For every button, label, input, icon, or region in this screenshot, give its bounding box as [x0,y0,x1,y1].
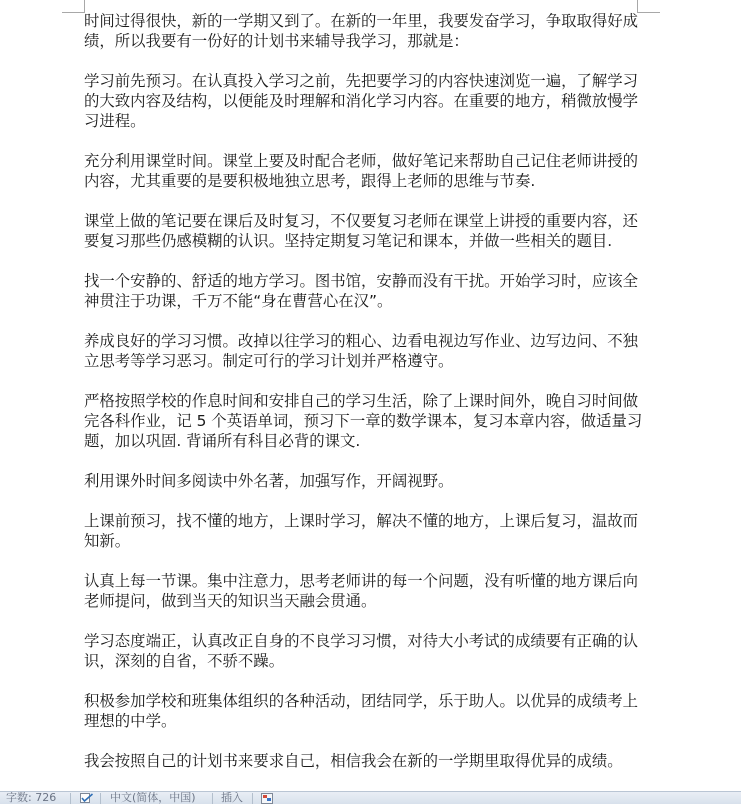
word-count[interactable]: 字数: 726 [6,791,57,804]
document-paragraph[interactable]: 上课前预习，找不懂的地方，上课时学习，解决不懂的地方，上课后复习，温故而知新。 [84,512,639,550]
insert-mode-indicator[interactable]: 插入 [221,791,243,804]
status-divider [252,793,253,804]
document-paragraph[interactable]: 找一个安静的、舒适的地方学习。图书馆，安静而没有干扰。开始学习时，应该全神贯注于功课，千万不能“身在曹营心在汉”。 [84,272,639,310]
document-paragraph[interactable]: 养成良好的学习习惯。改掉以往学习的粗心、边看电视边写作业、边写边问、不独立思考等学习恶习。制定可行的学习计划并严格遵守。 [84,332,639,370]
document-body[interactable] [84,11,644,791]
macro-record-icon[interactable] [261,793,273,803]
document-paragraph[interactable]: 积极参加学校和班集体组织的各种活动，团结同学，乐于助人。以优异的成绩考上理想的中学。 [84,692,639,730]
document-paragraph[interactable]: 我会按照自己的计划书来要求自己，相信我会在新的一学期里取得优异的成绩。 [84,752,623,770]
status-divider [212,793,213,804]
document-paragraph[interactable]: 严格按照学校的作息时间和安排自己的学习生活，除了上课时间外，晚自习时间做完各科作业，记 5 个英语单词，预习下一章的数学课本，复习本章内容，做适量习题，加以巩固. 背诵所有科目必背的课文. [84,392,643,450]
status-divider [100,793,101,804]
status-divider [70,793,71,804]
document-paragraph[interactable]: 学习前先预习。在认真投入学习之前，先把要学习的内容快速浏览一遍，了解学习的大致内容及结构，以便能及时理解和消化学习内容。在重要的地方，稍微放慢学习进程。 [84,72,639,130]
status-bar [0,791,741,804]
document-paragraph[interactable]: 认真上每一节课。集中注意力，思考老师讲的每一个问题，没有听懂的地方课后向老师提问，做到当天的知识当天融会贯通。 [84,572,639,610]
document-paragraph[interactable]: 课堂上做的笔记要在课后及时复习，不仅要复习老师在课堂上讲授的重要内容，还要复习那些仍感模糊的认识。坚持定期复习笔记和课本，并做一些相关的题目. [84,212,639,250]
document-paragraph[interactable]: 利用课外时间多阅读中外名著，加强写作，开阔视野。 [84,472,454,490]
document-paragraph[interactable]: 充分利用课堂时间。课堂上要及时配合老师，做好笔记来帮助自己记住老师讲授的内容，尤其重要的是要积极地独立思考，跟得上老师的思维与节奏. [84,152,639,190]
document-paragraph[interactable]: 时间过得很快，新的一学期又到了。在新的一年里，我要发奋学习，争取取得好成绩，所以我要有一份好的计划书来辅导我学习，那就是： [84,12,639,50]
spellcheck-icon[interactable] [80,793,92,803]
language-indicator[interactable]: 中文(简体，中国) [110,791,196,804]
document-paragraph[interactable]: 学习态度端正，认真改正自身的不良学习习惯，对待大小考试的成绩要有正确的认识，深刻的自省，不骄不躁。 [84,632,639,670]
page-corner-mark-left [62,0,85,13]
